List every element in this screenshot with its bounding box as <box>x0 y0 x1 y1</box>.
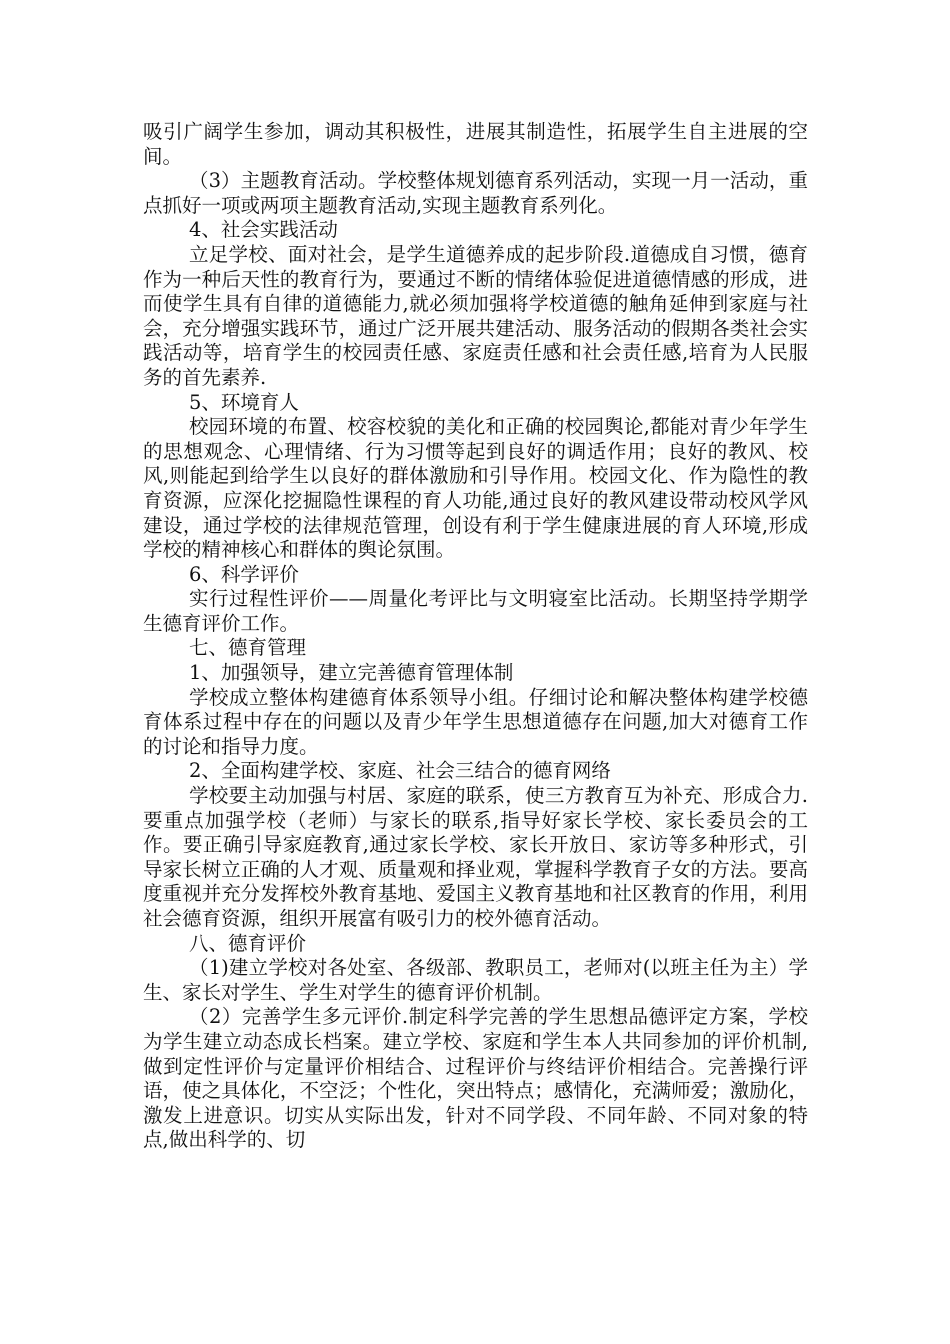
paragraph-leadership-group: 学校成立整体构建德育体系领导小组。仔细讨论和解决整体构建学校德育体系过程中存在的问题以及青少年学生思想道德存在问题,加大对德育工作的讨论和指导力度。 <box>143 685 808 758</box>
heading-social-practice: 4、社会实践活动 <box>189 218 338 242</box>
paragraph-scientific-evaluation: 实行过程性评价——周量化考评比与文明寝室比活动。长期坚持学期学生德育评价工作。 <box>143 587 808 635</box>
paragraph-evaluation-mechanism: （1)建立学校对各处室、各级部、教职员工，老师对(以班主任为主）学生、家长对学生、学生对学生的德育评价机制。 <box>143 956 808 1004</box>
heading-moral-management: 七、德育管理 <box>189 636 307 660</box>
paragraph-intro-continuation: 吸引广阔学生参加，调动其积极性，进展其制造性，拓展学生自主进展的空间。 <box>143 120 808 168</box>
document-page <box>143 120 808 1153</box>
paragraph-multi-evaluation: （2）完善学生多元评价.制定科学完善的学生思想品德评定方案，学校为学生建立动态成长档案。建立学校、家庭和学生本人共同参加的评价机制,做到定性评价与定量评价相结合、过程评价与终结评价相结合。完善操行评语，使之具体化，不空泛；个性化，突出特点；感情化，充满师爱；激励化，激发上进意识。切实从实际出发，针对不同学段、不同年龄、不同对象的特点,做出科学的、切 <box>143 1005 808 1152</box>
heading-scientific-evaluation: 6、科学评价 <box>189 562 299 586</box>
heading-moral-evaluation: 八、德育评价 <box>189 931 307 955</box>
heading-three-way-network: 2、全面构建学校、家庭、社会三结合的德育网络 <box>189 759 611 783</box>
paragraph-social-practice: 立足学校、面对社会，是学生道德养成的起步阶段.道德成自习惯，德育作为一种后天性的教育行为，要通过不断的情绪体验促进道德情感的形成，进而使学生具有自律的道德能力,就必须加强将学校道德的触角延伸到家庭与社会，充分增强实践环节，通过广泛开展共建活动、服务活动的假期各类社会实践活动等，培育学生的校园责任感、家庭责任感和社会责任感,培育为人民服务的首先素养. <box>143 242 808 389</box>
paragraph-three-way-network: 学校要主动加强与村居、家庭的联系，使三方教育互为补充、形成合力.要重点加强学校（老师）与家长的联系,指导好家长学校、家长委员会的工作。要正确引导家庭教育,通过家长学校、家长开放日、家访等多种形式，引导家长树立正确的人才观、质量观和择业观，掌握科学教育子女的方法。要高度重视并充分发挥校外教育基地、爱国主义教育基地和社区教育的作用，利用社会德育资源，组织开展富有吸引力的校外德育活动。 <box>143 784 808 930</box>
heading-strengthen-leadership: 1、加强领导，建立完善德育管理体制 <box>189 661 514 685</box>
heading-environment: 5、环境育人 <box>189 390 299 414</box>
paragraph-environment: 校园环境的布置、校容校貌的美化和正确的校园舆论,都能对青少年学生的思想观念、心理情绪、行为习惯等起到良好的调适作用；良好的教风、校风,则能起到给学生以良好的群体激励和引导作用。校园文化、作为隐性的教育资源，应深化挖掘隐性课程的育人功能,通过良好的教风建设带动校风学风建设，通过学校的法律规范管理，创设有利于学生健康进展的育人环境,形成学校的精神核心和群体的舆论氛围。 <box>143 415 808 562</box>
paragraph-theme-activities: （3）主题教育活动。学校整体规划德育系列活动，实现一月一活动，重点抓好一项或两项主题教育活动,实现主题教育系列化。 <box>143 169 808 217</box>
